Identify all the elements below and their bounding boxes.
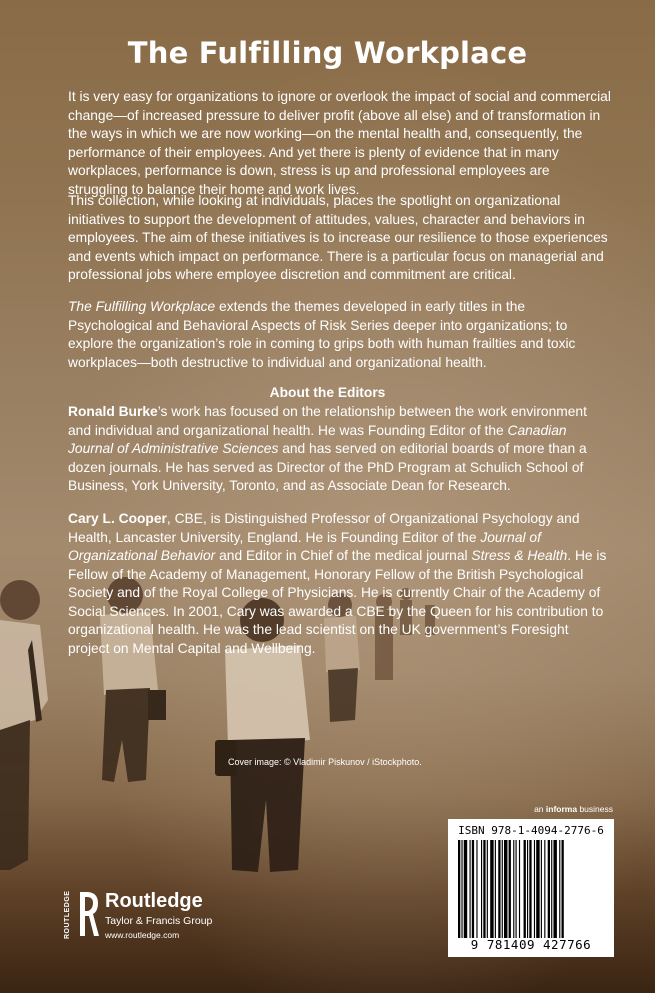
- editor-bio-burke: [68, 403, 613, 496]
- editor-bio-cooper: [68, 510, 613, 658]
- routledge-r-mark-icon: [77, 890, 99, 938]
- barcode-bar: [551, 840, 552, 938]
- barcode-bar: [458, 840, 460, 938]
- barcode-bar: [516, 840, 517, 938]
- editor-bio-text: . He is Fellow of the Academy of Management, Honorary Fellow of the British Psychological Society and of the Royal College of Physicians. He is currently Chair of the Academy of Social Sciences. In 2001, Cary was awarded a CBE by the Queen for his contribution to organizational health. He was the lead scientist on the UK government’s Foresight project on Mental Capital and Wellbeing.: [68, 548, 607, 656]
- journal-name: Journal of Organizational Behavior: [68, 529, 541, 563]
- barcode-bar: [509, 840, 511, 938]
- routledge-logo: [64, 884, 264, 944]
- informa-brand: informa: [545, 804, 578, 814]
- barcode-bar: [548, 840, 550, 938]
- barcode-bar: [559, 840, 560, 938]
- barcode-bar: [504, 840, 507, 938]
- barcode-bar: [519, 840, 520, 938]
- barcode-digits: 9 781409 427766: [470, 937, 592, 952]
- barcode-bar: [527, 840, 528, 938]
- barcode-bar: [536, 840, 539, 938]
- barcode-bar: [553, 840, 556, 938]
- editor-name: Cary L. Cooper: [68, 511, 167, 526]
- editor-bio-text: and has served on editorial boards of more than a dozen journals. He has served as Director of the PhD Program at Schulich School of Business, York University, Toronto, and as Associate Dean for Research.: [68, 441, 587, 493]
- blurb-paragraph-2: This collection, while looking at individuals, places the spotlight on organizational initiatives to support the development of attitudes, values, character and behaviors in employees. The aim of these initiatives is to increase our resilience to those experiences and events which impact on performance. There is a particular focus on managerial and professional jobs where employee discretion and commitment are critical.: [68, 193, 608, 282]
- logo-vertical-wordmark: ROUTLEDGE: [64, 890, 71, 940]
- isbn-barcode: [448, 819, 614, 957]
- publisher-name: Routledge: [105, 890, 203, 912]
- barcode-bar: [472, 840, 474, 938]
- publisher-group: Taylor & Francis Group: [105, 915, 213, 927]
- barcode-bar: [464, 840, 467, 938]
- barcode-bar: [476, 840, 477, 938]
- barcode-bar: [461, 840, 462, 938]
- barcode-bar: [490, 840, 493, 938]
- journal-name: Stress & Health: [471, 548, 568, 563]
- cover-image-credit: Cover image: © Vladimir Piskunov / iStockphoto.: [228, 757, 422, 767]
- barcode-bar: [487, 840, 488, 938]
- blurb-paragraph-1: It is very easy for organizations to ignore or overlook the impact of social and commercial change—of increased pressure to deliver profit (above all else) and of transformation in the ways in which we are now working—on the mental health and, consequently, the performance of their employees. And yet there is plenty of evidence that in many workplaces, performance is down, stress is up and professional employees are struggling to balance their home and work lives.: [68, 89, 611, 197]
- journal-name: Canadian Journal of Administrative Sciences: [68, 422, 567, 456]
- blurb-paragraph-3-text: extends the themes developed in early titles in the Psychological and Behavioral Aspects of Risk Series deeper into organizations; to explore the organization’s role in coming to grips both with human frailties and toxic workplaces—both destructive to individual and organizational health.: [68, 299, 576, 370]
- isbn-label: ISBN 978-1-4094-2776-6: [458, 824, 604, 837]
- publisher-url: www.routledge.com: [105, 930, 180, 940]
- barcode-bar: [481, 840, 482, 938]
- editor-name: Ronald Burke: [68, 404, 158, 419]
- barcode-bar: [498, 840, 500, 938]
- barcode-bar: [541, 840, 542, 938]
- barcode-bar: [495, 840, 496, 938]
- editor-bio-text: ’s work has focused on the relationship between the work environment and individual and organizational health. He was Founding Editor of the: [68, 404, 587, 438]
- informa-prefix: an: [534, 804, 546, 814]
- barcode-bar: [502, 840, 503, 938]
- blurb-paragraph-3: [68, 298, 613, 372]
- barcode-bar: [534, 840, 535, 938]
- about-editors-heading: About the Editors: [269, 385, 386, 400]
- barcode-bar: [470, 840, 471, 938]
- informa-suffix: business: [577, 804, 613, 814]
- barcode-bar: [483, 840, 485, 938]
- informa-business-tag: [534, 804, 613, 814]
- editor-bio-text: and Editor in Chief of the medical journal: [215, 548, 472, 563]
- book-title-italic: The Fulfilling Workplace: [68, 299, 216, 314]
- barcode-bar: [529, 840, 531, 938]
- editor-bio-text: , CBE, is Distinguished Professor of Organizational Psychology and Health, Lancaster University, England. He is Founding Editor of the: [68, 511, 580, 545]
- barcode-bar: [513, 840, 514, 938]
- barcode-bar: [524, 840, 526, 938]
- barcode-bars: [458, 840, 606, 938]
- barcode-bar: [544, 840, 545, 938]
- book-title: The Fulfilling Workplace: [127, 36, 528, 70]
- barcode-bar: [562, 840, 564, 938]
